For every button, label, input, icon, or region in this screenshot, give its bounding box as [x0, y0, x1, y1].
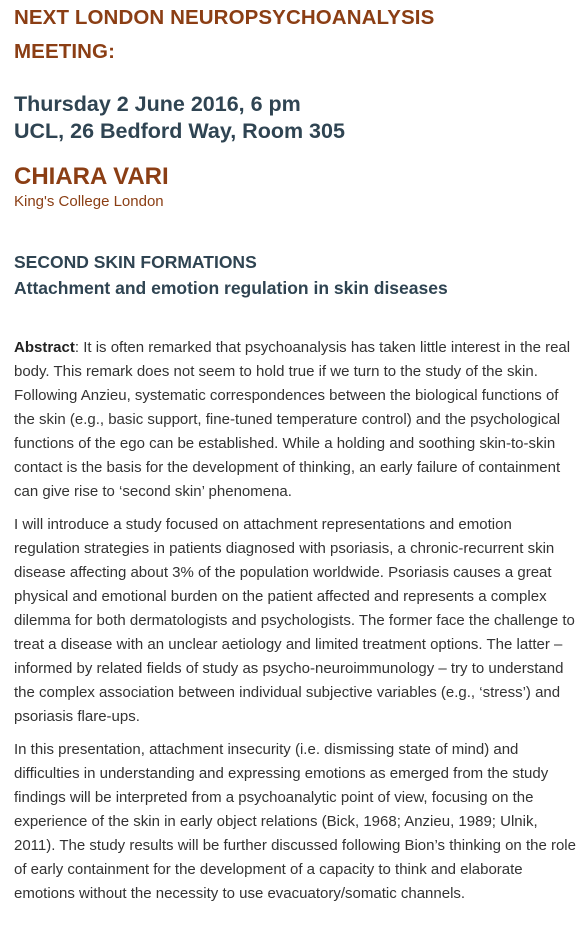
speaker-name: CHIARA VARI: [14, 163, 169, 190]
event-date-time: Thursday 2 June 2016, 6 pm: [14, 92, 301, 116]
talk-title: SECOND SKIN FORMATIONS: [14, 252, 257, 272]
speaker-affiliation: King's College London: [14, 193, 164, 210]
announcement-heading: [14, 0, 577, 69]
abstract-paragraph-2: I will introduce a study focused on attachment representations and emotion regulation strategies in patients diagnosed with psoriasis, a chronic-recurrent skin disease affecting about 3% of the population worldwide. Psoriasis causes a great physical and emotional burden on the patient affected and represents a complex dilemma for both dermatologists and psychologists. The former face the challenge to treat a disease with an unclear aetiology and limited treatment options. The latter – informed by related fields of study as psycho-neuroimmunology – try to understand the complex association between individual subjective variables (e.g., ‘stress’) and psoriasis flare-ups.: [14, 516, 575, 725]
event-details: [14, 69, 577, 145]
abstract-paragraph-3: In this presentation, attachment insecurity (i.e. dismissing state of mind) and difficulties in understanding and expressing emotions as emerged from the study findings will be interpreted from a psychoanalytic point of view, focusing on the experience of the skin in early object relations (Bick, 1968; Anzieu, 1989; Ulnik, 2011). The study results will be further discussed following Bion’s thinking on the role of early containment for the development of a capacity to think and elaborate emotions without the necessity to use evacuatory/somatic channels.: [14, 741, 576, 902]
announcement-heading-line1: NEXT LONDON NEUROPSYCHOANALYSIS: [14, 6, 435, 29]
abstract-label: Abstract: [14, 339, 75, 356]
event-announcement: [14, 0, 577, 906]
talk-subtitle: Attachment and emotion regulation in skin diseases: [14, 278, 448, 298]
abstract-paragraph-1: [14, 301, 577, 504]
announcement-heading-line2: MEETING:: [14, 40, 116, 63]
abstract-text-1: : It is often remarked that psychoanalysis has taken little interest in the real body. This remark does not seem to hold true if we turn to the study of the skin. Following Anzieu, systematic correspondences between the biological functions of the skin (e.g., basic support, fine-tuned temperature control) and the psychological functions of the ego can be established. While a holding and soothing skin-to-skin contact is the basis for the development of thinking, an early failure of containment can give rise to ‘second skin’ phenomena.: [14, 339, 571, 500]
event-location: UCL, 26 Bedford Way, Room 305: [14, 119, 345, 143]
